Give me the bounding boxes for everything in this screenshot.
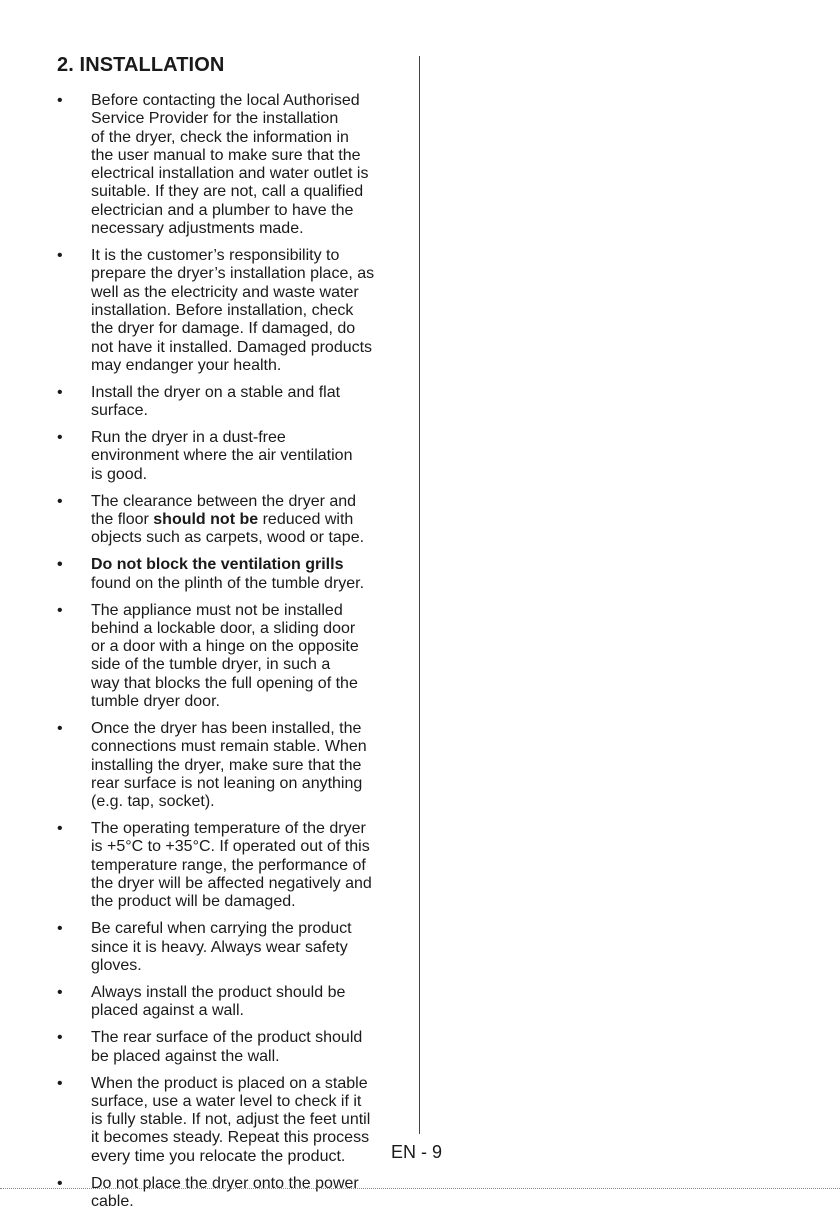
bullet-marker: • (57, 556, 63, 574)
bullet-text-segment: Be careful when carrying the product since it is heavy. Always wear safety gloves. (91, 920, 352, 974)
bullet-item (57, 720, 413, 811)
column-divider (419, 56, 420, 1134)
bullet-marker: • (57, 983, 63, 1001)
bullet-text-segment: Always install the product should be placed against a wall. (91, 983, 346, 1020)
bullet-text-segment: Install the dryer on a stable and flat surface. (91, 383, 341, 420)
bullet-marker: • (57, 1174, 63, 1192)
bullet-marker: • (57, 492, 63, 510)
bullet-item (57, 1175, 413, 1212)
bullet-text-segment: found on the plinth of the tumble dryer. (91, 574, 365, 592)
bullet-item (57, 920, 413, 975)
bullet-text (91, 384, 340, 419)
bullet-item (57, 1075, 413, 1166)
bullet-text-segment: It is the customer’s responsibility to prepare the dryer’s installation place, as well as the electricity and waste water installation. Before installation, check the dryer for damage. If damaged, do not have it installed. Damaged products may endanger your health. (91, 247, 375, 374)
bullet-text-segment: When the product is placed on a stable surface, use a water level to check if it is fully stable. If not, adjust the feet until it becomes steady. Repeat this process every time you relocate the product. (91, 1074, 371, 1165)
bullet-text-bold: should not be (153, 510, 259, 528)
bullet-item (57, 429, 413, 484)
bullet-text (91, 920, 352, 974)
page-number: EN - 9 (391, 1142, 443, 1162)
bullet-item (57, 1029, 413, 1066)
bullet-text-segment: reduced with objects such as carpets, wood or tape. (91, 510, 365, 547)
bullet-text-segment: Once the dryer has been installed, the connections must remain stable. When installing the dryer, make sure that the rear surface is not leaning on anything (e.g. tap, socket). (91, 720, 367, 811)
bullet-text-segment: Before contacting the local Authorised Service Provider for the installation of the dryer, check the information in the user manual to make sure that the electrical installation and water outlet is suitable. If they are not, call a qualified electrician and a plumber to have the necessary adjustments made. (91, 92, 369, 238)
bullet-text-segment: The appliance must not be installed behind a lockable door, a sliding door or a door with a hinge on the opposite side of the tumble dryer, in such a way that blocks the full opening of the tumble dryer door. (91, 601, 359, 711)
bullet-marker: • (57, 247, 63, 265)
bullet-text (91, 1075, 370, 1165)
bullet-marker: • (57, 383, 63, 401)
bullet-text (91, 247, 374, 374)
bullet-marker: • (57, 1074, 63, 1092)
bullet-item (57, 384, 413, 421)
bullet-text-segment: The operating temperature of the dryer is +5°C to +35°C. If operated out of this temperature range, the performance of the dryer will be affected negatively and the product will be damaged. (91, 820, 372, 911)
bullet-text (91, 429, 352, 483)
bullet-text (91, 493, 364, 547)
bullet-text-segment: The rear surface of the product should be placed against the wall. (91, 1029, 363, 1065)
bullet-item (57, 556, 413, 593)
bullet-text (91, 556, 364, 591)
bullet-text (91, 1029, 362, 1064)
page-bottom-rule (0, 1188, 840, 1189)
bullet-item (57, 820, 413, 911)
bullet-text-segment: The clearance between the dryer and the floor (91, 492, 357, 528)
bullet-marker: • (57, 601, 63, 619)
bullet-marker: • (57, 720, 63, 738)
bullet-text (91, 720, 367, 810)
bullet-item (57, 984, 413, 1021)
bullet-text (91, 1175, 359, 1210)
bullet-item (57, 92, 413, 238)
bullet-item (57, 602, 413, 712)
section-title: 2. INSTALLATION (57, 54, 225, 76)
installation-bullet-list (57, 92, 413, 1220)
bullet-text-bold: Do not block the ventilation grills (91, 556, 344, 574)
bullet-text (91, 984, 345, 1019)
bullet-marker: • (57, 429, 63, 447)
bullet-marker: • (57, 820, 63, 838)
bullet-marker: • (57, 920, 63, 938)
bullet-text-segment: Do not place the dryer onto the power cable. (91, 1174, 359, 1210)
bullet-text (91, 820, 372, 910)
bullet-marker: • (57, 1029, 63, 1047)
bullet-item (57, 493, 413, 548)
bullet-text (91, 92, 368, 237)
bullet-text-segment: Run the dryer in a dust-free environment where the air ventilation is good. (91, 429, 353, 483)
bullet-text (91, 602, 359, 710)
bullet-item (57, 247, 413, 375)
bullet-marker: • (57, 92, 63, 109)
